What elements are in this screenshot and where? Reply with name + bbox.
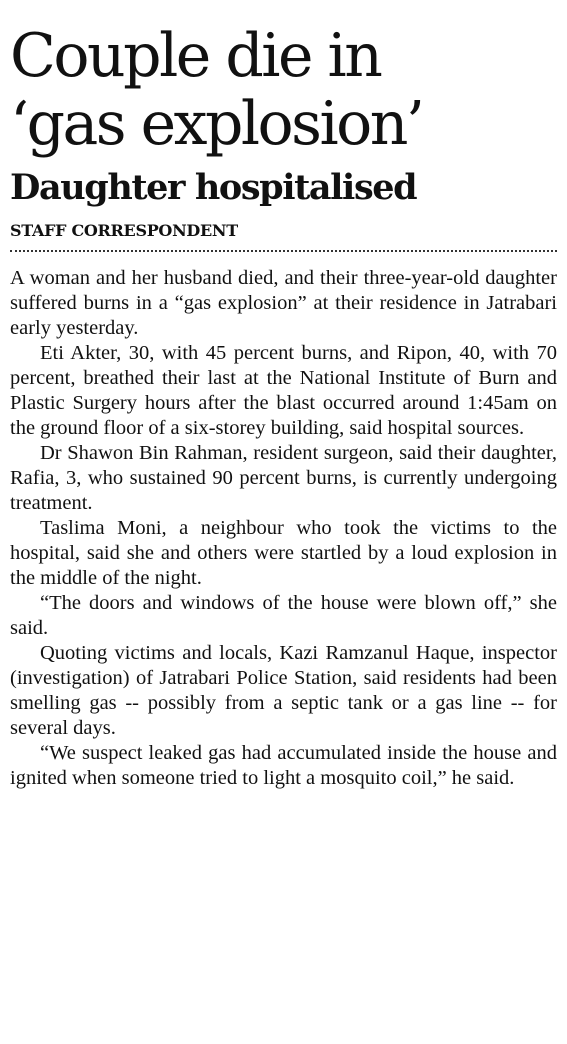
headline-line-1: Couple die in <box>10 21 381 91</box>
article-body <box>10 266 557 791</box>
byline: STAFF CORRESPONDENT <box>10 221 238 240</box>
paragraph: “We suspect leaked gas had accumulated inside the house and ignited when someone tried to light a mosquito coil,” he said. <box>10 742 557 789</box>
paragraph: A woman and her husband died, and their three-year-old daughter suffered burns in a “gas explosion” at their residence in Jatrabari early yesterday. <box>10 267 557 339</box>
headline <box>10 0 557 158</box>
paragraph: Eti Akter, 30, with 45 percent burns, and Ripon, 40, with 70 percent, breathed their last at the National Institute of Burn and Plastic Surgery hours after the blast occurred around 1:45am on the ground floor of a six-storey building, said hospital sources. <box>10 342 557 439</box>
paragraph: Dr Shawon Bin Rahman, resident surgeon, said their daughter, Rafia, 3, who sustained 90 percent burns, is currently undergoing treatment. <box>10 442 557 514</box>
paragraph: Taslima Moni, a neighbour who took the victims to the hospital, said she and others were startled by a loud explosion in the middle of the night. <box>10 517 557 589</box>
headline-line-2: ‘gas explosion’ <box>10 89 423 159</box>
subheadline: Daughter hospitalised <box>10 167 417 208</box>
paragraph: “The doors and windows of the house were blown off,” she said. <box>10 592 557 639</box>
paragraph: Quoting victims and locals, Kazi Ramzanul Haque, inspector (investigation) of Jatrabari Police Station, said residents had been smelling gas -- possibly from a septic tank or a gas line -- for several days. <box>10 642 557 739</box>
dotted-divider <box>10 250 557 252</box>
news-article <box>10 0 557 791</box>
